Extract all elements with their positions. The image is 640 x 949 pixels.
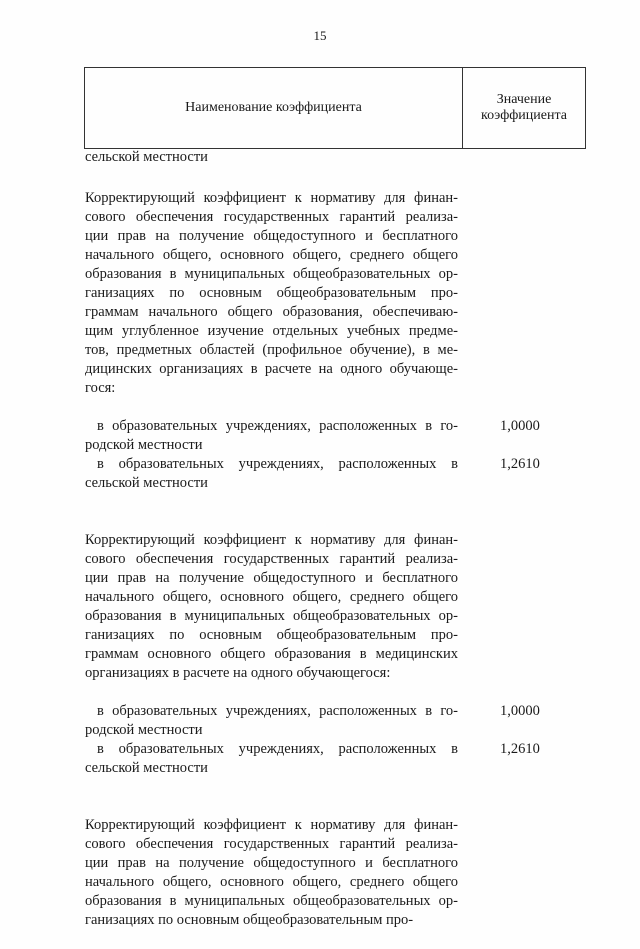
heading-line: ганизациях по основным общеобразовательным про- bbox=[85, 627, 458, 643]
heading-line: ции прав на получение общедоступного и бесплатного bbox=[85, 570, 458, 586]
coefficient-section bbox=[85, 189, 585, 512]
row-label-line: сельской местности bbox=[85, 475, 208, 491]
heading-line: ции прав на получение общедоступного и бесплатного bbox=[85, 855, 458, 871]
heading-line: начального общего, основного общего, среднего общего bbox=[85, 589, 458, 605]
row-label-line: в образовательных учреждениях, расположенных в го- bbox=[97, 703, 458, 719]
coefficient-row bbox=[85, 417, 585, 455]
row-label-line: в образовательных учреждениях, расположенных в bbox=[97, 741, 458, 757]
heading-line: ции прав на получение общедоступного и бесплатного bbox=[85, 228, 458, 244]
heading-line: сового обеспечения государственных гарантий реализа- bbox=[85, 209, 458, 225]
coefficient-value: 1,2610 bbox=[500, 456, 540, 472]
coefficient-row bbox=[85, 455, 585, 493]
heading-line: сового обеспечения государственных гарантий реализа- bbox=[85, 551, 458, 567]
heading-line: образования в муниципальных общеобразовательных ор- bbox=[85, 266, 458, 282]
coefficient-section bbox=[85, 816, 585, 930]
continuation-text: сельской местности bbox=[85, 149, 208, 165]
row-label-line: родской местности bbox=[85, 722, 203, 738]
heading-line: Корректирующий коэффициент к нормативу для финан- bbox=[85, 190, 458, 206]
heading-line: начального общего, основного общего, среднего общего bbox=[85, 874, 458, 890]
heading-line: ганизациях по основным общеобразовательным про- bbox=[85, 912, 414, 928]
coefficient-value: 1,0000 bbox=[500, 703, 540, 719]
heading-line: Корректирующий коэффициент к нормативу для финан- bbox=[85, 817, 458, 833]
section-heading bbox=[85, 816, 458, 930]
header-coefficient-value: Значение коэффициента bbox=[481, 92, 567, 123]
heading-line: образования в муниципальных общеобразовательных ор- bbox=[85, 608, 458, 624]
table-header bbox=[84, 67, 586, 149]
coefficient-value: 1,2610 bbox=[500, 741, 540, 757]
heading-line: начального общего, основного общего, среднего общего bbox=[85, 247, 458, 263]
section-heading bbox=[85, 531, 458, 683]
row-label-line: в образовательных учреждениях, расположенных в го- bbox=[97, 418, 458, 434]
sections-container bbox=[85, 189, 585, 930]
heading-line: дицинских организациях в расчете на одного обучающе- bbox=[85, 361, 458, 377]
heading-line: Корректирующий коэффициент к нормативу для финан- bbox=[85, 532, 458, 548]
heading-line: образования в муниципальных общеобразовательных ор- bbox=[85, 893, 458, 909]
row-label-line: родской местности bbox=[85, 437, 203, 453]
section-heading bbox=[85, 189, 458, 398]
header-coefficient-name: Наименование коэффициента bbox=[185, 100, 362, 115]
heading-line: организациях в расчете на одного обучающегося: bbox=[85, 665, 391, 681]
coefficient-section bbox=[85, 531, 585, 797]
page-number: 15 bbox=[313, 28, 327, 43]
heading-line: ганизациях по основным общеобразовательным про- bbox=[85, 285, 458, 301]
row-label-line: в образовательных учреждениях, расположенных в bbox=[97, 456, 458, 472]
coefficient-row bbox=[85, 702, 585, 740]
row-label-line: сельской местности bbox=[85, 760, 208, 776]
heading-line: граммам основного общего образования в медицинских bbox=[85, 646, 458, 662]
heading-line: сового обеспечения государственных гарантий реализа- bbox=[85, 836, 458, 852]
coefficient-row bbox=[85, 740, 585, 778]
heading-line: щим углубленное изучение отдельных учебных предме- bbox=[85, 323, 458, 339]
document-body bbox=[85, 148, 585, 949]
heading-line: граммам начального общего образования, обеспечиваю- bbox=[85, 304, 458, 320]
coefficient-value: 1,0000 bbox=[500, 418, 540, 434]
heading-line: гося: bbox=[85, 380, 116, 396]
heading-line: тов, предметных областей (профильное обучение), в ме- bbox=[85, 342, 458, 358]
